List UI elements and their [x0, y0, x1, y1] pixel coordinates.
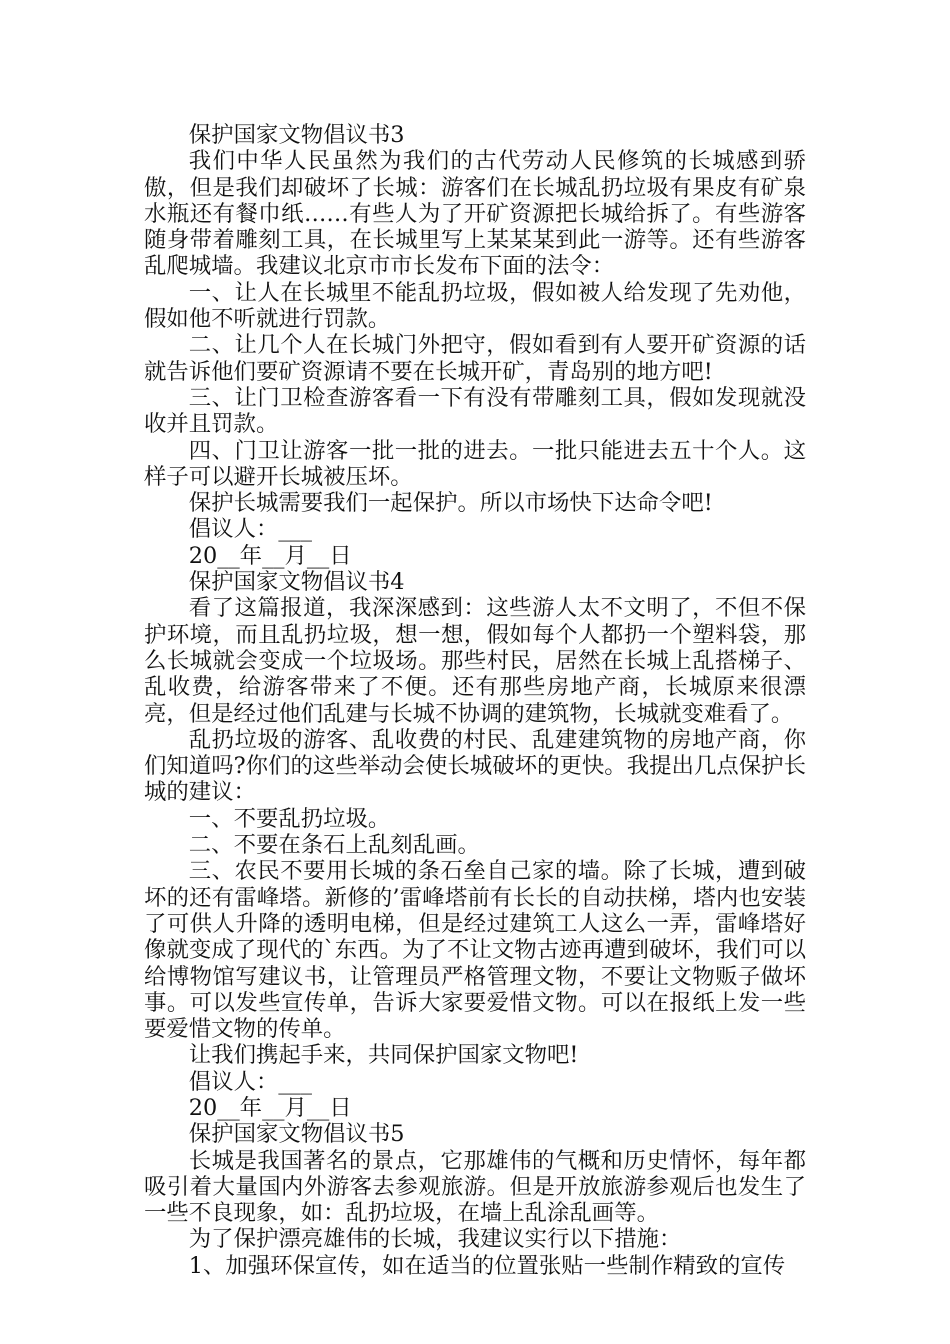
- doc-date: 20__年__月__日: [188, 1094, 352, 1121]
- doc-paragraph: 一、让人在长城里不能乱扔垃圾，假如被人给发现了先劝他，假如他不听就进行罚款。: [144, 279, 806, 333]
- doc-paragraph: 保护长城需要我们一起保护。所以市场快下达命令吧!: [188, 490, 713, 517]
- doc-paragraph: 三、让门卫检查游客看一下有没有带雕刻工具，假如发现就没收并且罚款。: [144, 384, 806, 438]
- doc-paragraph: 四、门卫让游客一批一批的进去。一批只能进去五十个人。这样子可以避开长城被压坏。: [144, 437, 806, 490]
- doc-signature: 倡议人：___: [188, 516, 312, 543]
- doc-date: 20__年__月__日: [188, 542, 352, 569]
- doc-paragraph: 一、不要乱扔垃圾。: [188, 805, 391, 832]
- doc-paragraph: 三、农民不要用长城的条石垒自己家的墙。除了长城，遭到破坏的还有雷峰塔。新修的’雷峰塔前有长长的自动扶梯，塔内也安装了可供人升降的透明电梯，但是经过建筑工人这么一弄，雷峰塔好像就变成了现代的`东西。为了不让文物古迹再遭到破坏，我们可以给博物馆写建议书，让管理员严格管理文物，不要让文物贩子做坏事。可以发些宣传单，告诉大家要爱惜文物。可以在报纸上发一些要爱惜文物的传单。: [144, 858, 806, 1043]
- doc-paragraph: 二、让几个人在长城门外把守，假如看到有人要开矿资源的话就告诉他们要矿资源请不要在长城开矿，青岛别的地方吧!: [144, 332, 806, 385]
- doc-title: 保护国家文物倡议书3: [188, 122, 405, 148]
- document-body: [144, 122, 806, 1279]
- doc-paragraph: 看了这篇报道，我深深感到：这些游人太不文明了，不但不保护环境，而且乱扔垃圾，想一想，假如每个人都扔一个塑料袋，那么长城就会变成一个垃圾场。那些村民，居然在长城上乱搭梯子、乱收费，给游客带来了不便。还有那些房地产商，长城原来很漂亮，但是经过他们乱建与长城不协调的建筑物，长城就变难看了。: [144, 595, 806, 727]
- doc-title: 保护国家文物倡议书4: [188, 569, 405, 596]
- doc-paragraph: 二、不要在条石上乱刻乱画。: [188, 832, 480, 859]
- doc-signature: 倡议人：___: [188, 1068, 312, 1095]
- doc-paragraph: 1、加强环保宣传，如在适当的位置张贴一些制作精致的宣传: [188, 1252, 786, 1279]
- doc-paragraph: 长城是我国著名的景点，它那雄伟的气概和历史情怀，每年都吸引着大量国内外游客去参观旅游。但是开放旅游参观后也发生了一些不良现象，如：乱扔垃圾，在墙上乱涂乱画等。: [144, 1147, 806, 1227]
- doc-paragraph: 乱扔垃圾的游客、乱收费的村民、乱建建筑物的房地产商，你们知道吗?你们的这些举动会使长城破坏的更快。我提出几点保护长城的建议：: [144, 726, 806, 806]
- doc-paragraph: 我们中华人民虽然为我们的古代劳动人民修筑的长城感到骄傲，但是我们却破坏了长城：游客们在长城乱扔垃圾有果皮有矿泉水瓶还有餐巾纸……有些人为了开矿资源把长城给拆了。有些游客随身带着雕刻工具，在长城里写上某某某到此一游等。还有些游客乱爬城墙。我建议北京市市长发布下面的法令：: [144, 148, 806, 280]
- doc-paragraph: 让我们携起手来，共同保护国家文物吧!: [188, 1042, 579, 1069]
- doc-paragraph: 为了保护漂亮雄伟的长城，我建议实行以下措施：: [188, 1226, 682, 1253]
- doc-title: 保护国家文物倡议书5: [188, 1121, 405, 1148]
